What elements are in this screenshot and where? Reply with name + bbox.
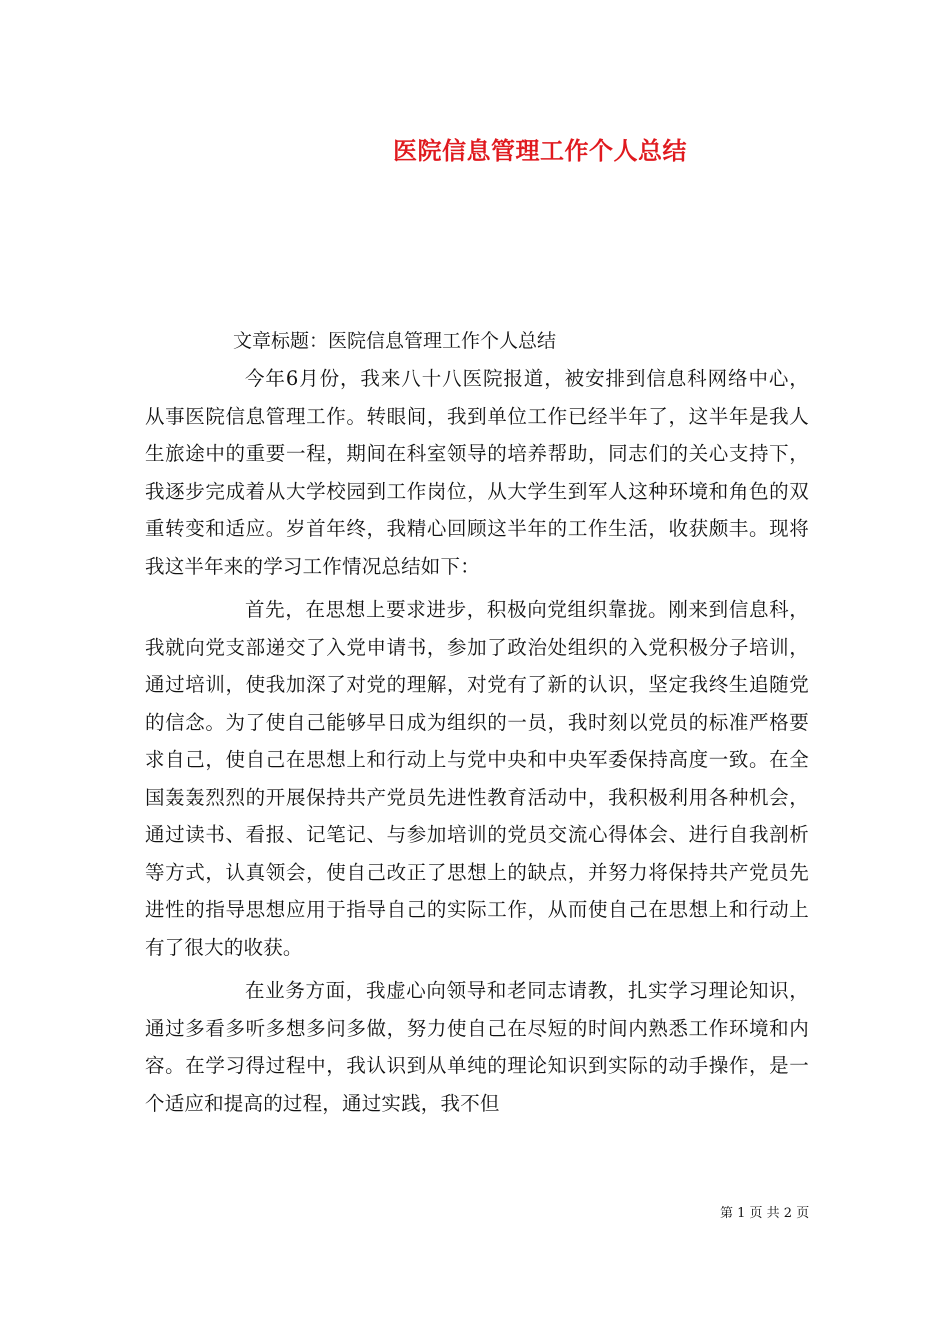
document-body (145, 360, 809, 1128)
page-number-footer: 第 1 页 共 2 页 (720, 1206, 810, 1221)
paragraph-business: 在业务方面，我虚心向领导和老同志请教，扎实学习理论知识，通过多看多听多想多问多做，努力使自己在尽短的时间内熟悉工作环境和内容。在学习得过程中，我认识到从单纯的理论知识到实际的动手操作，是一个适应和提高的过程，通过实践，我不但 (145, 979, 809, 1115)
document-title: 医院信息管理工作个人总结 (393, 136, 687, 165)
paragraph-ideology: 首先，在思想上要求进步，积极向党组织靠拢。刚来到信息科，我就向党支部递交了入党申请书，参加了政治处组织的入党积极分子培训，通过培训，使我加深了对党的理解，对党有了新的认识，坚定我终生追随党的信念。为了使自己能够早日成为组织的一员，我时刻以党员的标准严格要求自己，使自己在思想上和行动上与党中央和中央军委保持高度一致。在全国轰轰烈烈的开展保持共产党员先进性教育活动中，我积极利用各种机会，通过读书、看报、记笔记、与参加培训的党员交流心得体会、进行自我剖析等方式，认真领会，使自己改正了思想上的缺点，并努力将保持共产党员先进性的指导思想应用于指导自己的实际工作，从而使自己在思想上和行动上有了很大的收获。 (145, 598, 809, 959)
article-subtitle: 文章标题：医院信息管理工作个人总结 (233, 330, 557, 352)
paragraph-intro: 今年6月份，我来八十八医院报道，被安排到信息科网络中心，从事医院信息管理工作。转眼间，我到单位工作已经半年了，这半年是我人生旅途中的重要一程，期间在科室领导的培养帮助，同志们的关心支持下，我逐步完成着从大学校园到工作岗位，从大学生到军人这种环境和角色的双重转变和适应。岁首年终，我精心回顾这半年的工作生活，收获颇丰。现将我这半年来的学习工作情况总结如下： (145, 367, 809, 578)
